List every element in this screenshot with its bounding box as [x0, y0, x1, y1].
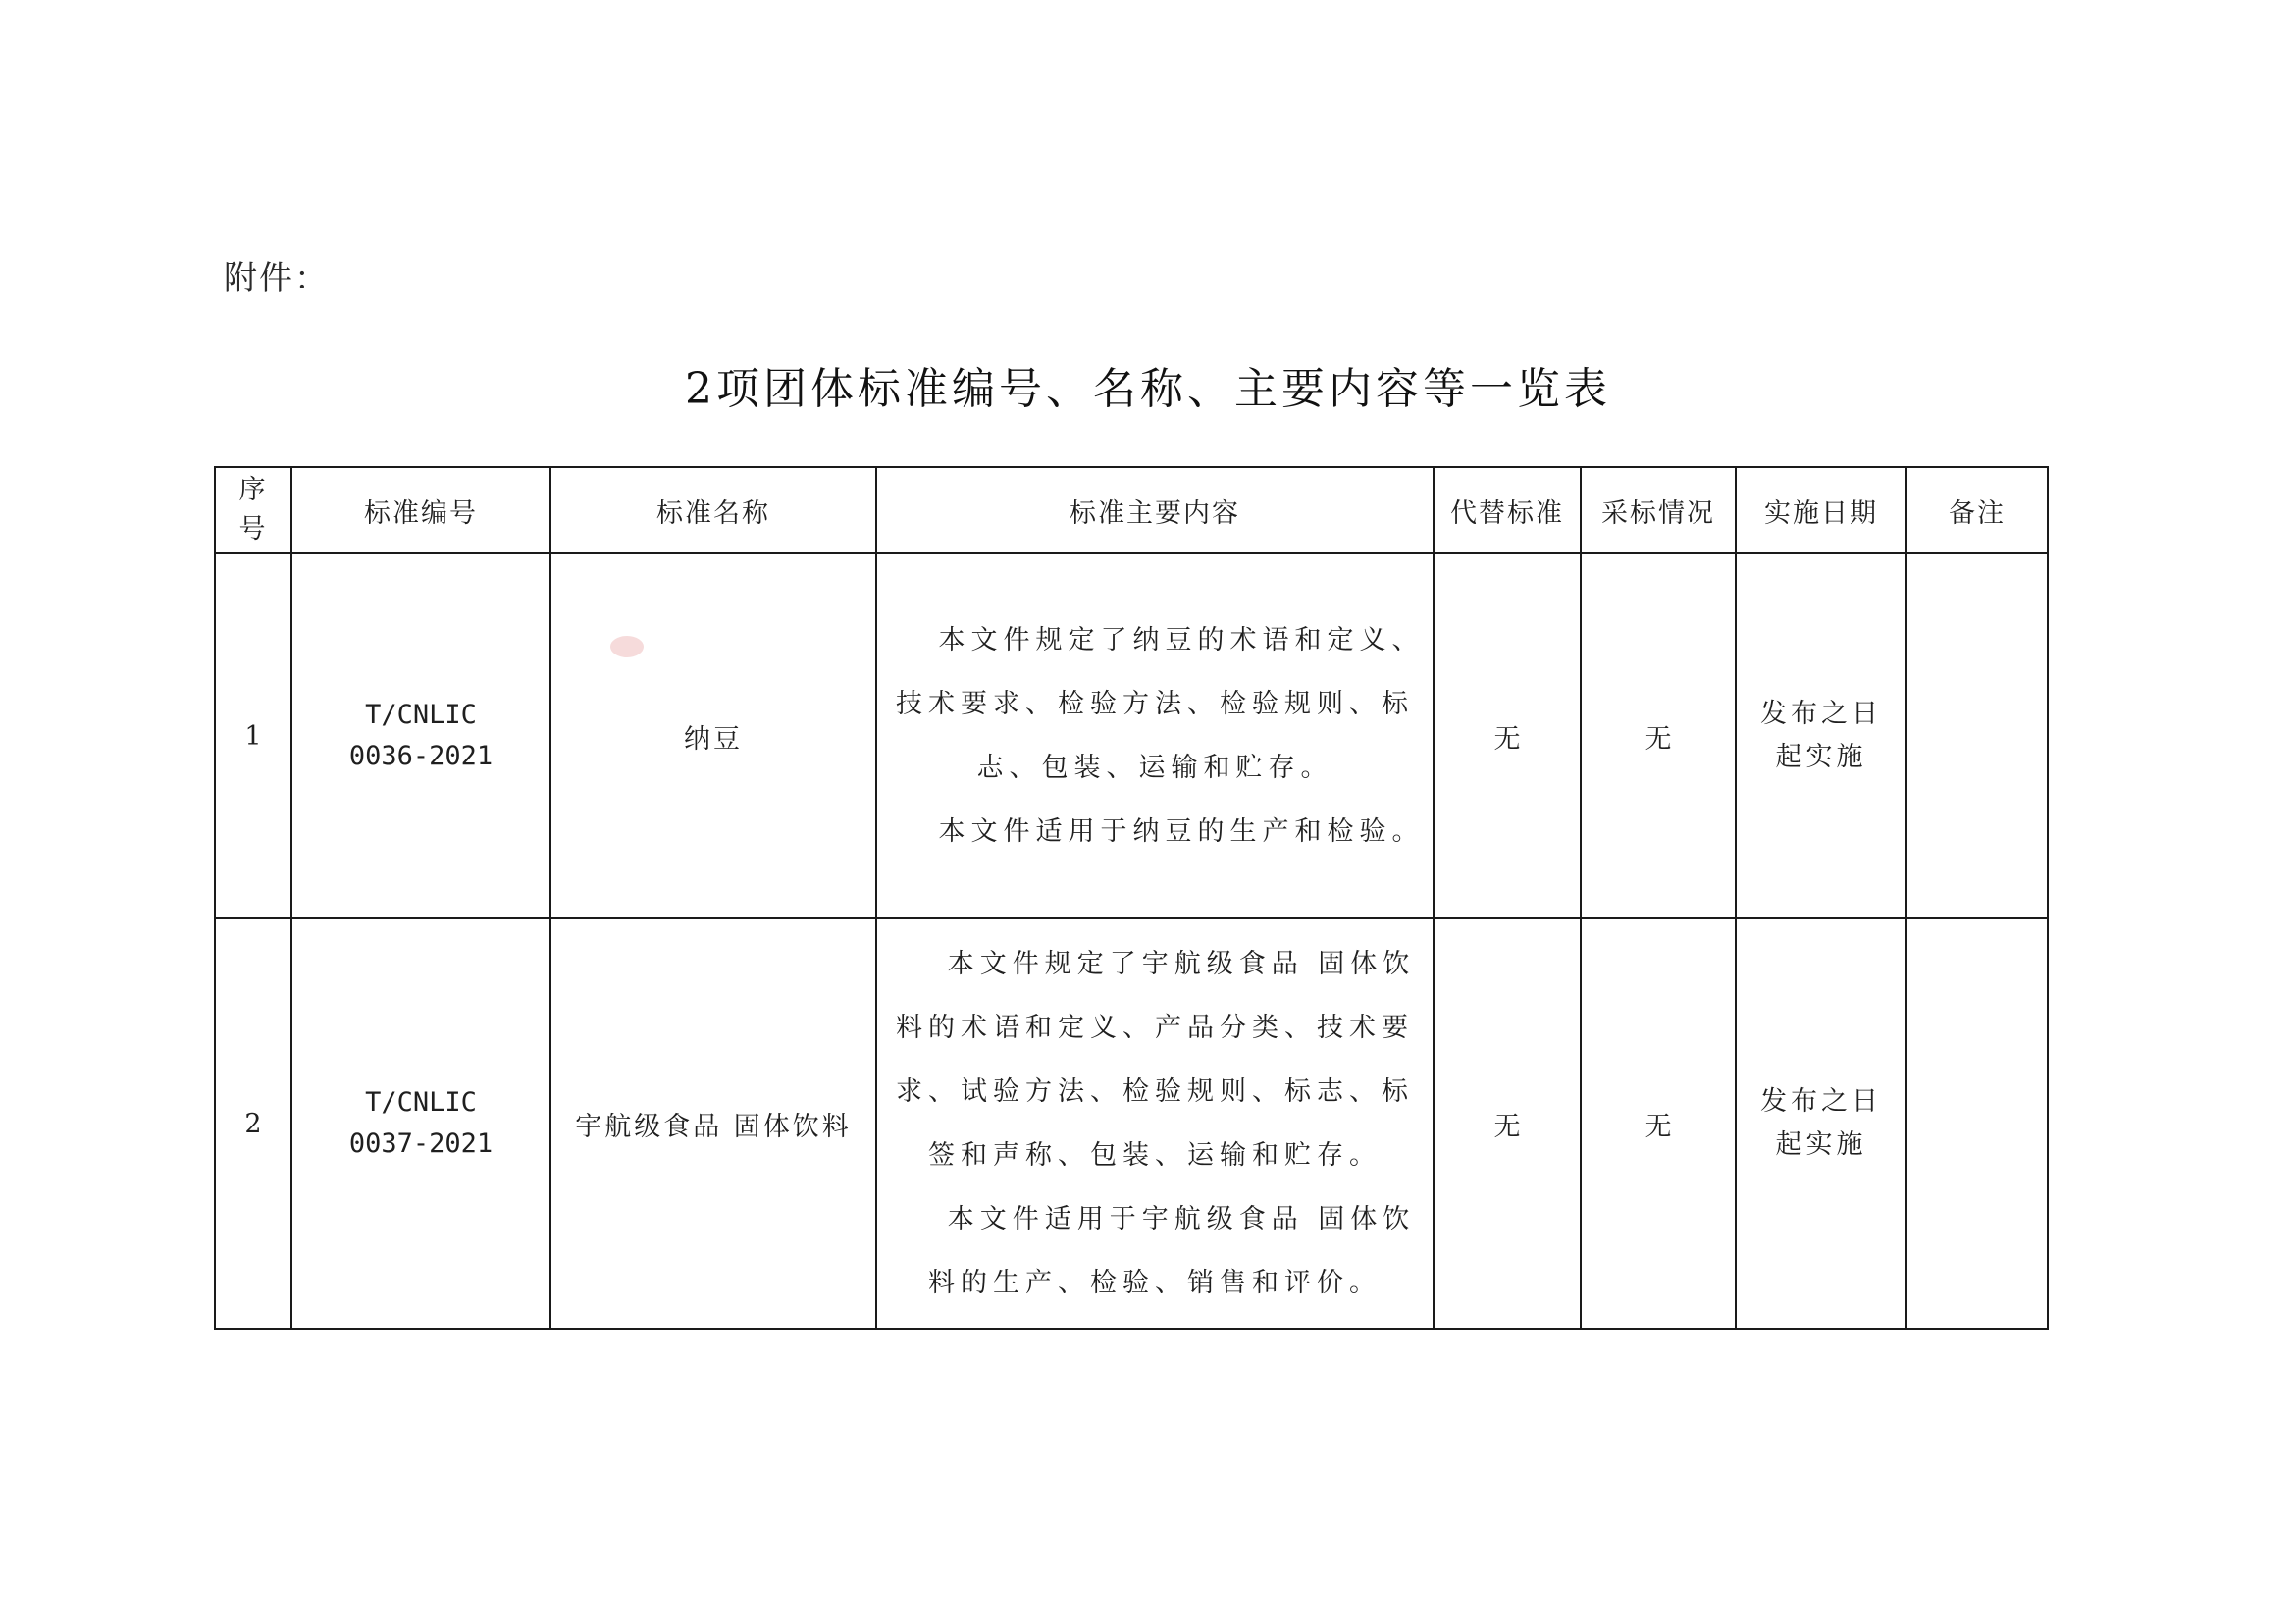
table-header-row	[215, 467, 2048, 553]
row-date-line-2: 起实施	[1775, 742, 1867, 772]
row-remark	[1906, 918, 2048, 1329]
row-content-paragraph-2: 本文件适用于纳豆的生产和检验。	[938, 816, 1425, 847]
header-seq	[215, 467, 291, 553]
header-seq-line-1: 序	[238, 475, 268, 505]
header-remark: 备注	[1906, 467, 2048, 553]
row-content-paragraph-1: 本文件规定了纳豆的术语和定义、技术要求、检验方法、检验规则、标志、包装、运输和贮存。	[896, 625, 1425, 783]
header-seq-line-2: 号	[238, 514, 268, 545]
row-seq: 1	[215, 553, 291, 918]
row-content	[876, 918, 1434, 1329]
row-code-line-2: 0036-2021	[348, 741, 494, 771]
row-code-line-2: 0037-2021	[348, 1128, 494, 1159]
row-name: 宇航级食品 固体饮料	[550, 918, 876, 1329]
table-row	[215, 918, 2048, 1329]
attachment-label: 附件：	[224, 259, 330, 298]
standards-table	[214, 466, 2049, 1330]
row-adoption: 无	[1581, 553, 1736, 918]
row-code-line-1: T/CNLIC	[365, 700, 477, 730]
row-date-line-2: 起实施	[1775, 1129, 1867, 1160]
row-date	[1736, 553, 1906, 918]
row-remark	[1906, 553, 2048, 918]
row-content-paragraph-1: 本文件规定了宇航级食品 固体饮料的术语和定义、产品分类、技术要求、试验方法、检验规则、标志、标签和声称、包装、运输和贮存。	[896, 949, 1416, 1171]
header-content: 标准主要内容	[876, 467, 1434, 553]
row-replace: 无	[1434, 553, 1581, 918]
document-title: 2项团体标准编号、名称、主要内容等一览表	[685, 364, 1611, 414]
row-content	[876, 553, 1434, 918]
row-date-line-1: 发布之日	[1760, 1086, 1882, 1117]
row-code	[291, 553, 550, 918]
row-code-line-1: T/CNLIC	[365, 1087, 477, 1118]
header-replace: 代替标准	[1434, 467, 1581, 553]
row-date-line-1: 发布之日	[1760, 699, 1882, 729]
row-seq: 2	[215, 918, 291, 1329]
row-replace: 无	[1434, 918, 1581, 1329]
table-row	[215, 553, 2048, 918]
row-code	[291, 918, 550, 1329]
header-code: 标准编号	[291, 467, 550, 553]
row-adoption: 无	[1581, 918, 1736, 1329]
header-adoption: 采标情况	[1581, 467, 1736, 553]
header-date: 实施日期	[1736, 467, 1906, 553]
row-date	[1736, 918, 1906, 1329]
row-content-paragraph-2: 本文件适用于宇航级食品 固体饮料的生产、检验、销售和评价。	[928, 1204, 1416, 1298]
header-name: 标准名称	[550, 467, 876, 553]
row-name: 纳豆	[550, 553, 876, 918]
